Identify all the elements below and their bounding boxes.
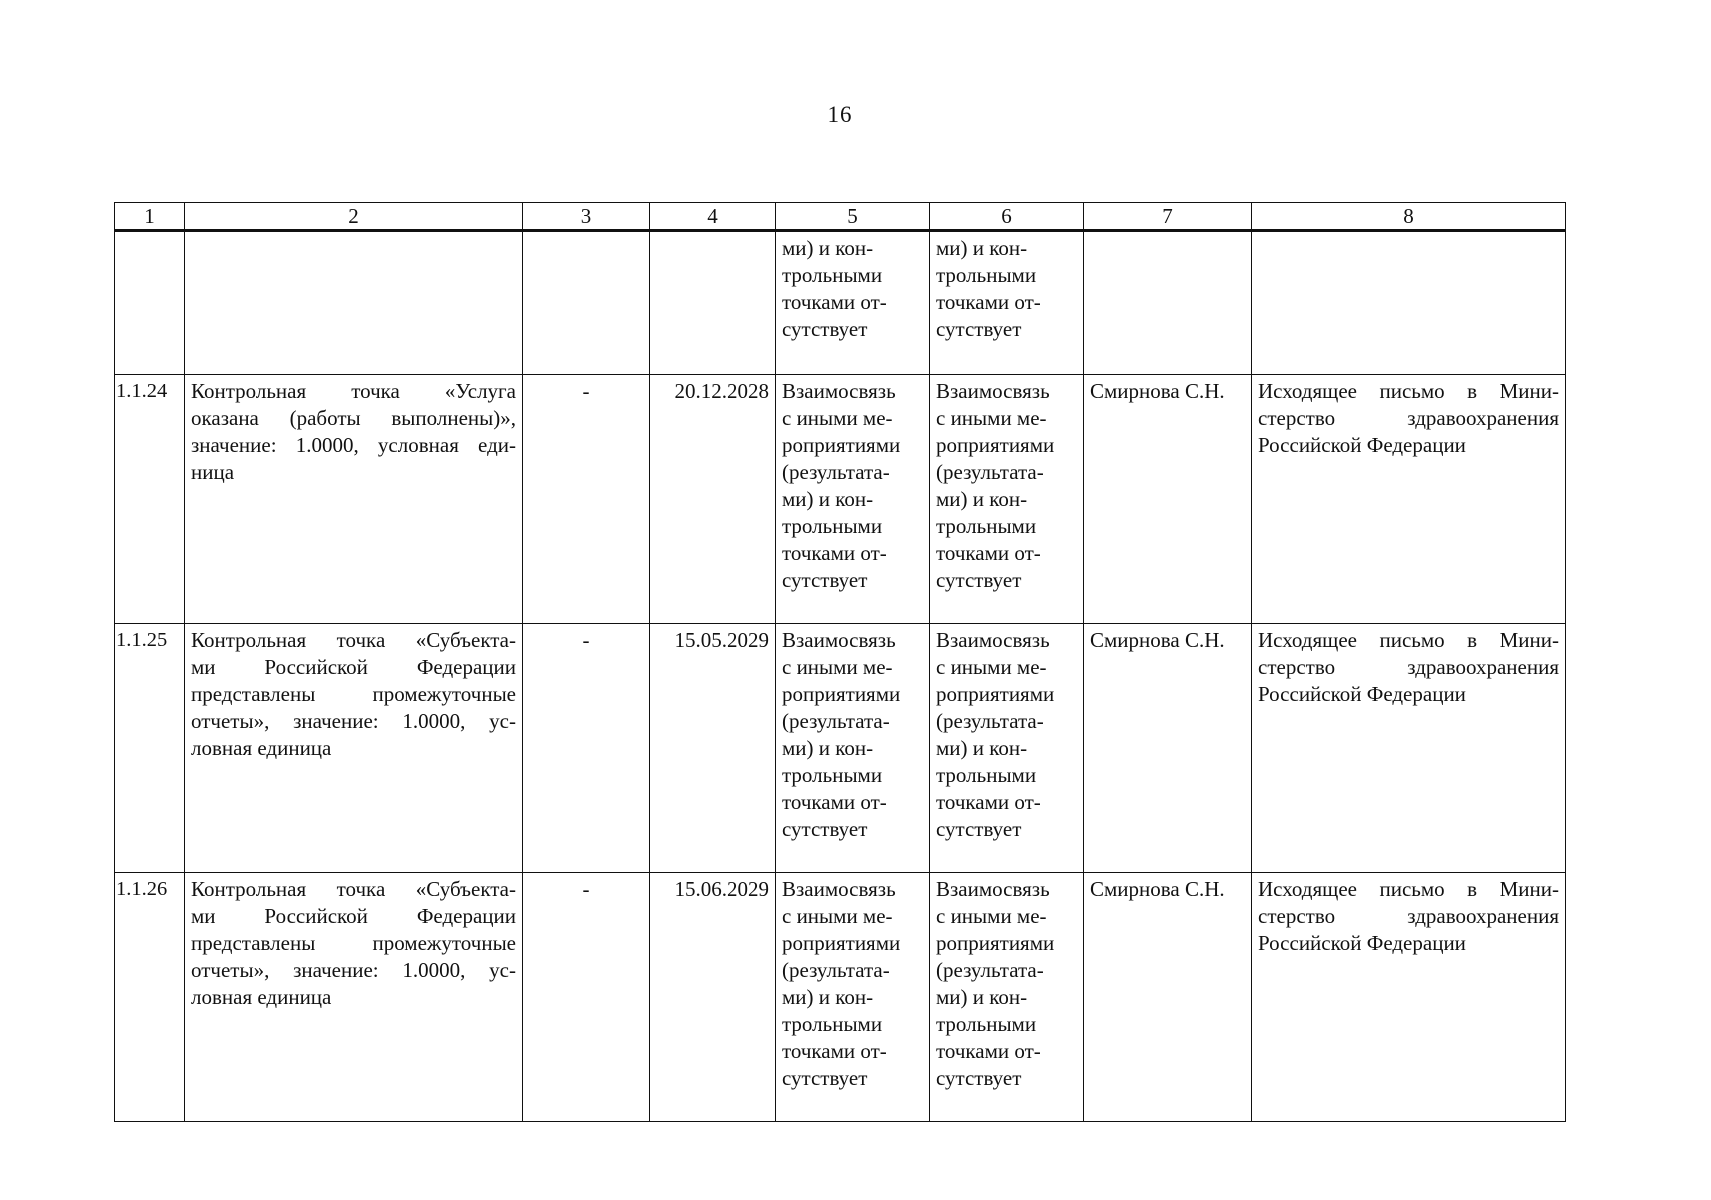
date-cell: 20.12.2028 — [650, 375, 776, 624]
cell-line: точками от- — [936, 1039, 1041, 1063]
page-number: 16 — [827, 102, 853, 127]
relation-cell — [930, 624, 1084, 873]
cell-line: Взаимосвязь — [936, 877, 1050, 901]
cell-line: отчеты», значение: 1.0000, ус- — [191, 709, 516, 733]
cell-line: с иными ме- — [936, 904, 1047, 928]
cell-line: сутствует — [782, 568, 868, 592]
table-row — [115, 873, 1566, 1122]
cell-line: стерство здравоохранения — [1258, 406, 1559, 430]
cell-line: с иными ме- — [936, 406, 1047, 430]
relation-cell — [776, 873, 930, 1122]
cell-line: ми) и кон- — [782, 236, 874, 260]
cell-line: роприятиями — [936, 931, 1055, 955]
relation-cell — [776, 231, 930, 375]
column-header: 3 — [523, 203, 650, 231]
cell-line: точками от- — [782, 1039, 887, 1063]
row-number: 1.1.24 — [115, 375, 185, 624]
cell-line: трольными — [782, 514, 883, 538]
cell-line: стерство здравоохранения — [1258, 655, 1559, 679]
cell-line: (результата- — [782, 709, 890, 733]
cell-line: (результата- — [936, 958, 1044, 982]
cell-line: Исходящее письмо в Мини- — [1258, 628, 1559, 652]
table-row — [115, 624, 1566, 873]
cell-line: роприятиями — [936, 433, 1055, 457]
cell-line: Исходящее письмо в Мини- — [1258, 379, 1559, 403]
cell-line: с иными ме- — [782, 904, 893, 928]
cell-line: Взаимосвязь — [936, 628, 1050, 652]
cell-line: Российской Федерации — [1258, 433, 1466, 457]
cell-line: роприятиями — [782, 682, 901, 706]
cell-line: роприятиями — [782, 931, 901, 955]
column-header: 2 — [185, 203, 523, 231]
header-row — [115, 203, 1566, 231]
cell-line: ми) и кон- — [936, 985, 1028, 1009]
table-cell — [1252, 231, 1566, 375]
responsible-cell: Смирнова С.Н. — [1084, 375, 1252, 624]
date-cell: 15.06.2029 — [650, 873, 776, 1122]
date-cell: 15.05.2029 — [650, 624, 776, 873]
cell-line: трольными — [782, 1012, 883, 1036]
cell-line: трольными — [782, 763, 883, 787]
cell-line: ми Российской Федерации — [191, 904, 516, 928]
cell-line: сутствует — [782, 317, 868, 341]
column-header: 6 — [930, 203, 1084, 231]
cell-line: Взаимосвязь — [936, 379, 1050, 403]
cell-line: стерство здравоохранения — [1258, 904, 1559, 928]
relation-cell — [930, 873, 1084, 1122]
cell-line: Российской Федерации — [1258, 931, 1466, 955]
cell-line: точками от- — [936, 541, 1041, 565]
cell-line: трольными — [936, 1012, 1037, 1036]
dash-cell: - — [523, 375, 650, 624]
relation-cell — [930, 231, 1084, 375]
cell-line: точками от- — [782, 541, 887, 565]
table-cell — [650, 231, 776, 375]
cell-line: трольными — [782, 263, 883, 287]
cell-line: роприятиями — [936, 682, 1055, 706]
cell-line: ми) и кон- — [782, 487, 874, 511]
responsible-cell: Смирнова С.Н. — [1084, 873, 1252, 1122]
cell-line: Контрольная точка «Субъекта- — [191, 877, 516, 901]
cell-line: точками от- — [936, 790, 1041, 814]
relation-cell — [930, 375, 1084, 624]
cell-line: точками от- — [782, 290, 887, 314]
cell-line: трольными — [936, 514, 1037, 538]
cell-line: ми) и кон- — [936, 236, 1028, 260]
table-cell — [1084, 231, 1252, 375]
cell-line: ница — [191, 460, 235, 484]
cell-line: ми) и кон- — [936, 487, 1028, 511]
cell-line: точками от- — [936, 290, 1041, 314]
cell-line: Исходящее письмо в Мини- — [1258, 877, 1559, 901]
cell-line: (результата- — [782, 958, 890, 982]
cell-line: Взаимосвязь — [782, 379, 896, 403]
column-header: 7 — [1084, 203, 1252, 231]
cell-line: Взаимосвязь — [782, 628, 896, 652]
cell-line: (результата- — [936, 709, 1044, 733]
cell-line: точками от- — [782, 790, 887, 814]
cell-line: сутствует — [936, 1066, 1022, 1090]
cell-line: ми) и кон- — [782, 736, 874, 760]
document-cell — [1252, 624, 1566, 873]
continuation-row — [115, 231, 1566, 375]
cell-line: ловная единица — [191, 736, 332, 760]
row-number: 1.1.26 — [115, 873, 185, 1122]
cell-line: (результата- — [936, 460, 1044, 484]
relation-cell — [776, 375, 930, 624]
cell-line: представлены промежуточные — [191, 682, 516, 706]
dash-cell: - — [523, 873, 650, 1122]
cell-line: (результата- — [782, 460, 890, 484]
cell-line: представлены промежуточные — [191, 931, 516, 955]
cell-line: Российской Федерации — [1258, 682, 1466, 706]
cell-line: сутствует — [936, 817, 1022, 841]
column-header: 1 — [115, 203, 185, 231]
cell-line: Взаимосвязь — [782, 877, 896, 901]
cell-line: сутствует — [936, 568, 1022, 592]
table-row — [115, 375, 1566, 624]
responsible-cell: Смирнова С.Н. — [1084, 624, 1252, 873]
cell-line: оказана (работы выполнены)», — [191, 406, 516, 430]
cell-line: Контрольная точка «Услуга — [191, 379, 516, 403]
cell-line: Контрольная точка «Субъекта- — [191, 628, 516, 652]
relation-cell — [776, 624, 930, 873]
cell-line: сутствует — [782, 1066, 868, 1090]
description-cell — [185, 624, 523, 873]
column-header: 4 — [650, 203, 776, 231]
cell-line: сутствует — [936, 317, 1022, 341]
cell-line: ловная единица — [191, 985, 332, 1009]
description-cell — [185, 873, 523, 1122]
document-cell — [1252, 873, 1566, 1122]
table-cell — [523, 231, 650, 375]
column-header: 8 — [1252, 203, 1566, 231]
column-header: 5 — [776, 203, 930, 231]
cell-line: ми) и кон- — [782, 985, 874, 1009]
cell-line: роприятиями — [782, 433, 901, 457]
document-cell — [1252, 375, 1566, 624]
cell-line: с иными ме- — [936, 655, 1047, 679]
description-cell — [185, 375, 523, 624]
plan-table — [114, 202, 1566, 1122]
cell-line: сутствует — [782, 817, 868, 841]
cell-line: трольными — [936, 763, 1037, 787]
cell-line: отчеты», значение: 1.0000, ус- — [191, 958, 516, 982]
cell-line: ми Российской Федерации — [191, 655, 516, 679]
cell-line: значение: 1.0000, условная еди- — [191, 433, 516, 457]
cell-line: с иными ме- — [782, 655, 893, 679]
cell-line: трольными — [936, 263, 1037, 287]
row-number: 1.1.25 — [115, 624, 185, 873]
cell-line: с иными ме- — [782, 406, 893, 430]
table-cell — [185, 231, 523, 375]
cell-line: ми) и кон- — [936, 736, 1028, 760]
table-cell — [115, 231, 185, 375]
dash-cell: - — [523, 624, 650, 873]
